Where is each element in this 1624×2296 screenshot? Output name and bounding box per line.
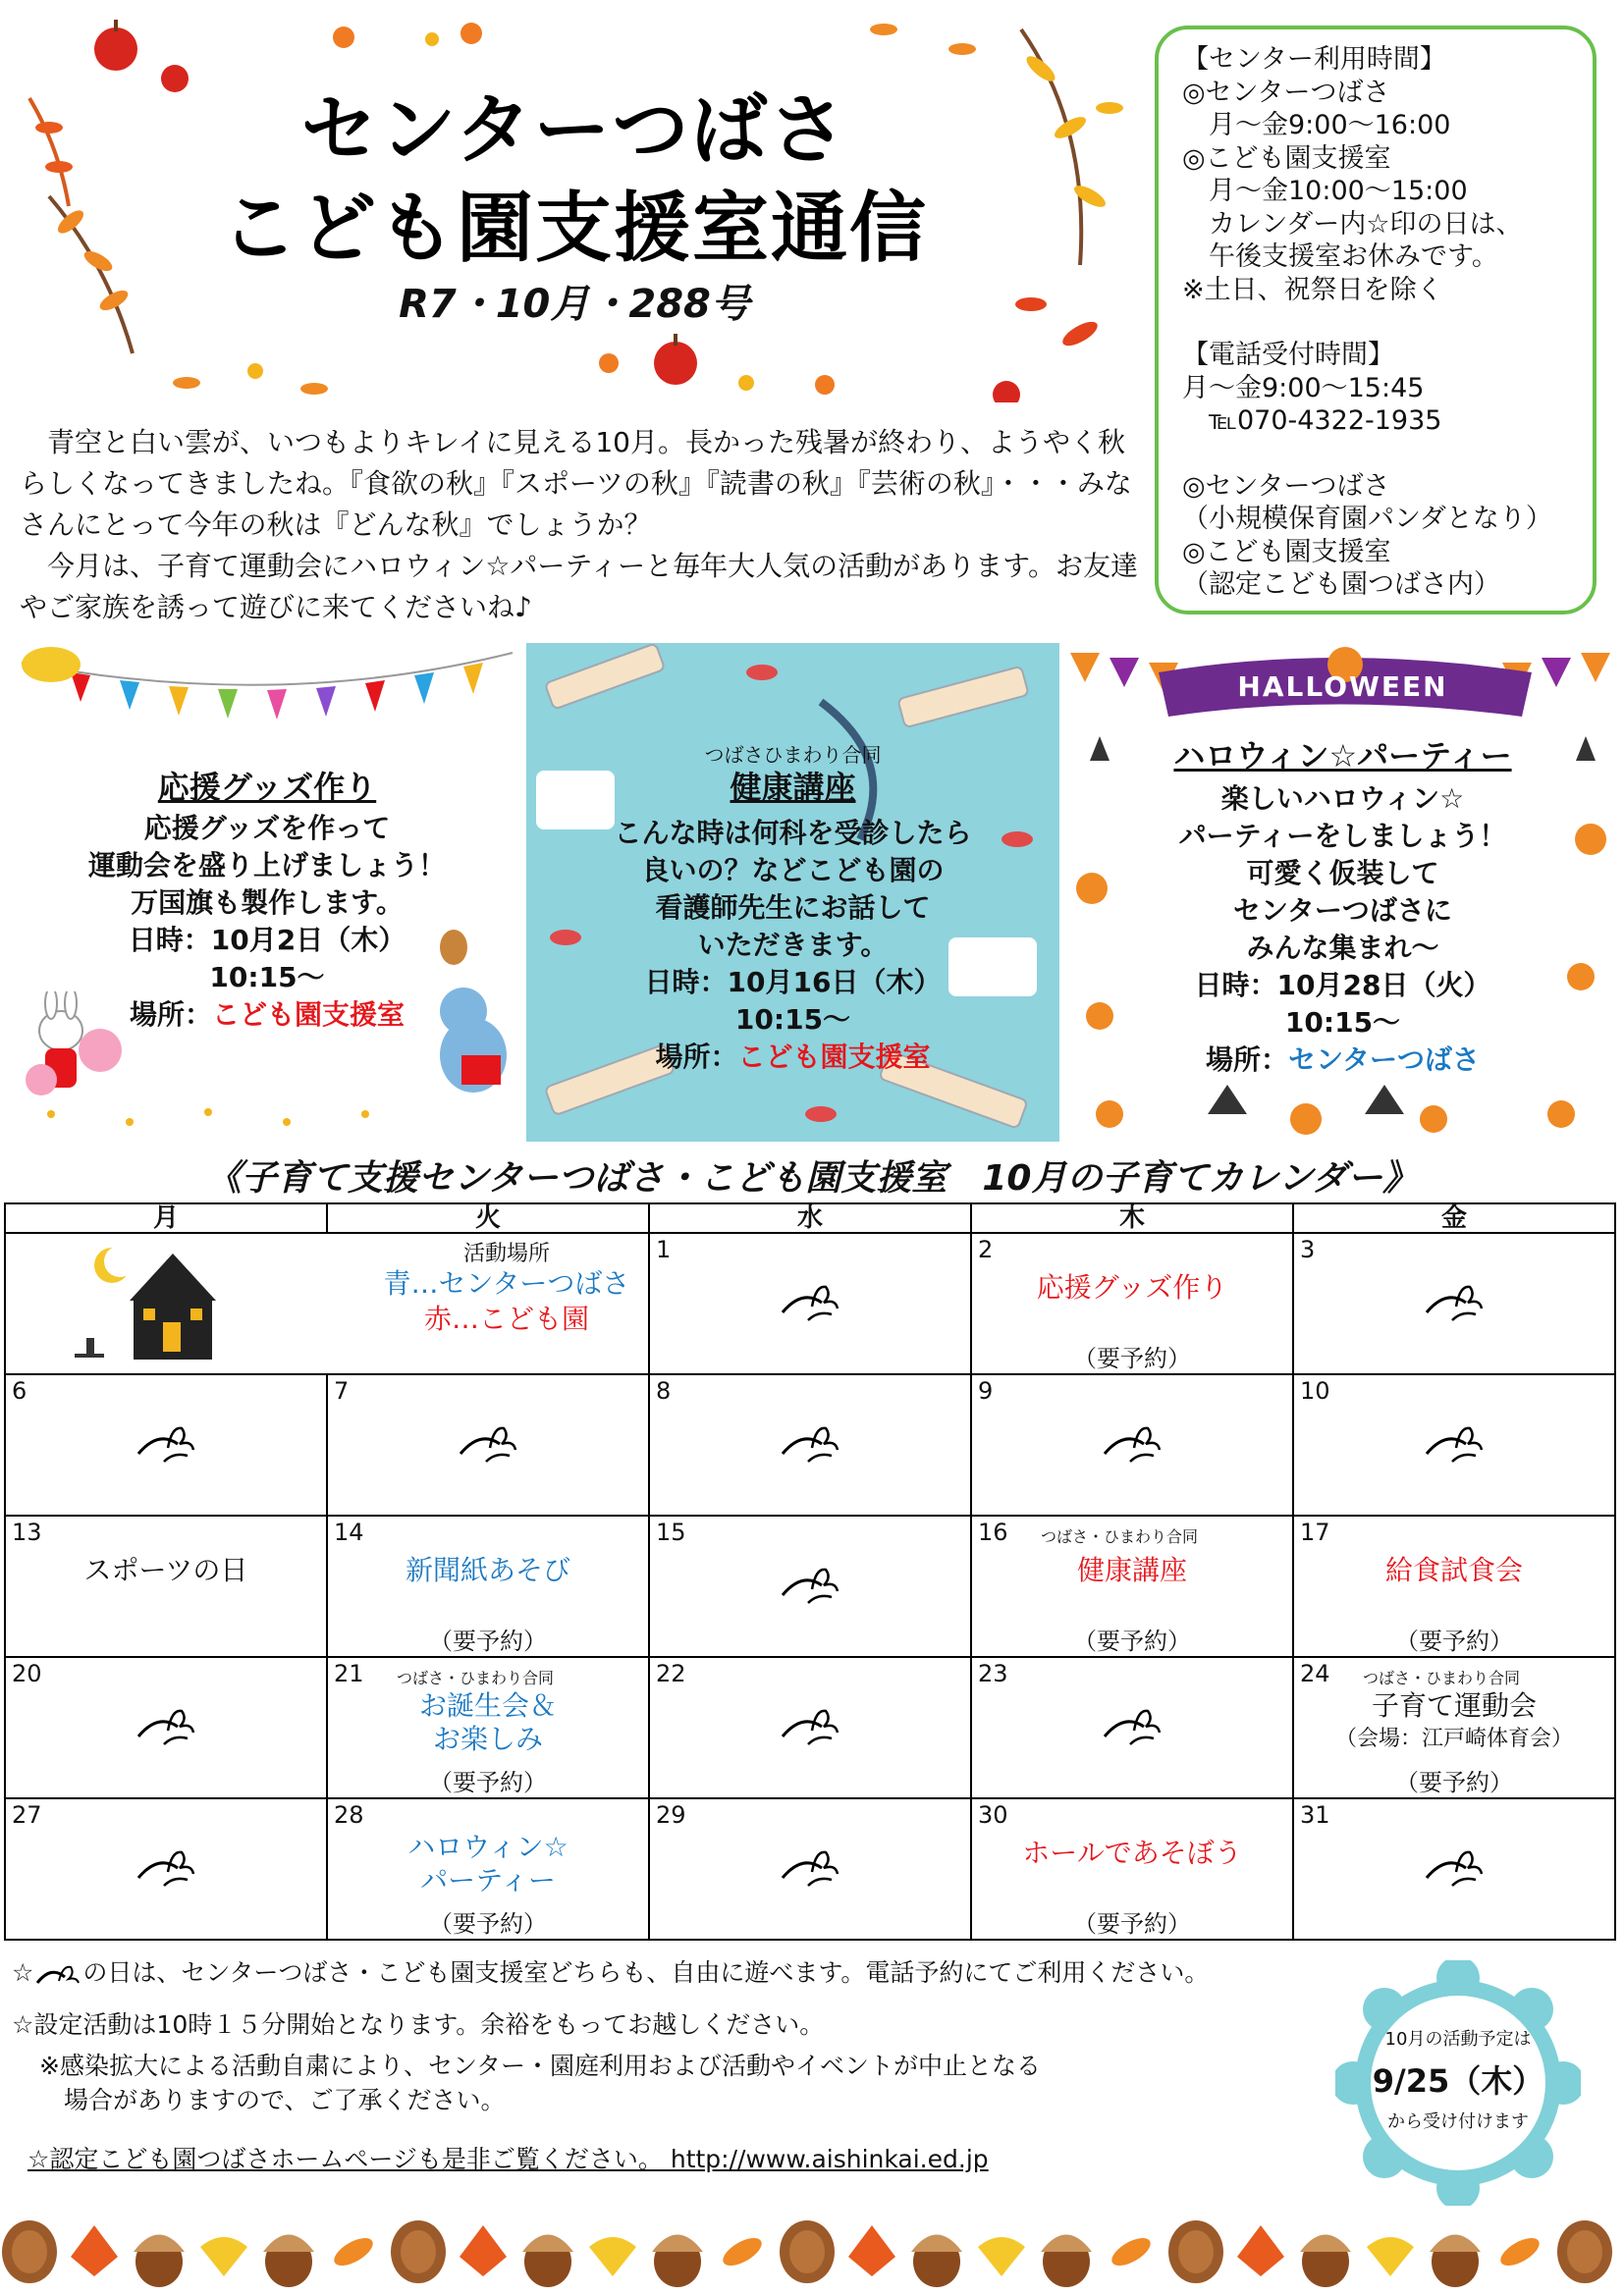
day-number: 6 [12, 1377, 27, 1405]
pinecone-icon [2, 2220, 57, 2283]
acorn2-icon [1430, 2235, 1481, 2288]
event-line: 可愛く仮装して [1246, 857, 1439, 889]
hours-line: カレンダー内☆印の日は、 [1182, 208, 1523, 240]
day-number: 31 [1300, 1801, 1330, 1829]
reservation-note: （要予約） [429, 1628, 547, 1655]
badge-line2: から受け付けます [1387, 2111, 1529, 2132]
reservation-note: （要予約） [1073, 1628, 1191, 1655]
ginkgo-icon [200, 2237, 247, 2276]
day-number: 3 [1300, 1236, 1316, 1263]
infection-note-line1: ※感染拡大による活動自粛により、センター・園庭利用および活動やイベントが中止となる [39, 2052, 1041, 2080]
calendar-day-cell [648, 1656, 972, 1799]
place-label: 場所： [1206, 1043, 1289, 1076]
calendar-heading: 《子育て支援センターつばさ・こども園支援室 10月の子育てカレンダー》 [205, 1158, 1419, 1199]
free-play-flower-icon [33, 1959, 82, 1989]
event-name: 新聞紙あそび [405, 1554, 570, 1586]
free-play-flower-icon [779, 1418, 841, 1464]
maple-icon [71, 2225, 118, 2276]
event-name: 健康講座 [1076, 1554, 1187, 1586]
event-panel-halloween-party [1070, 643, 1615, 1142]
day-number: 8 [656, 1377, 672, 1405]
title-frame [20, 10, 1129, 402]
hours-line: （小規模保育園パンダとなり） [1182, 504, 1552, 534]
joint-event-label: つばさ・ひまわり合同 [1363, 1669, 1521, 1687]
event-line: 良いの？などこども園の [641, 854, 945, 886]
free-play-flower-icon [1423, 1418, 1486, 1464]
intro-text [20, 422, 1149, 628]
badge-date: 9/25（木） [1372, 2062, 1544, 2100]
free-play-flower-icon [457, 1418, 519, 1464]
day-number: 28 [334, 1801, 364, 1829]
acorn-leaf-border [0, 2208, 1624, 2296]
hours-line [1182, 438, 1569, 470]
maple-icon [848, 2225, 895, 2276]
title-line-1: センターつばさ [300, 86, 848, 175]
reservation-note: （要予約） [429, 1769, 547, 1796]
day-number: 22 [656, 1660, 686, 1687]
day-number: 29 [656, 1801, 686, 1829]
day-number: 7 [334, 1377, 350, 1405]
place-value: センターつばさ [1288, 1043, 1480, 1076]
event-details [12, 810, 522, 1034]
acorn-icon [1300, 2235, 1351, 2288]
calendar-day-cell [4, 1515, 328, 1658]
maple-icon [1237, 2225, 1284, 2276]
calendar-day-cell [648, 1797, 972, 1941]
legend-blue: 青…センターつばさ [383, 1267, 630, 1300]
free-play-flower-icon [779, 1560, 841, 1605]
calendar-day-cell [4, 1797, 328, 1941]
hours-line: ℡070-4322-1935 [1182, 405, 1442, 436]
event-title: ハロウィン☆パーティー [1173, 737, 1512, 774]
calendar-day-cell [970, 1656, 1294, 1799]
day-number: 13 [12, 1519, 42, 1546]
infection-note-line2: 場合がありますので、ご了承ください。 [39, 2086, 506, 2114]
event-line: いただきます。 [697, 929, 889, 961]
free-play-flower-icon [779, 1277, 841, 1322]
event-line: 10:15～ [209, 961, 325, 993]
free-play-flower-icon [135, 1701, 197, 1746]
event-line: 万国旗も製作します。 [131, 886, 404, 919]
event-place [12, 996, 522, 1034]
event-line: 日時：10月16日（木） [644, 966, 942, 998]
leaf-icon [719, 2232, 766, 2270]
event-line: 運動会を盛り上げましょう！ [87, 849, 446, 881]
calendar-day-cell [4, 1373, 328, 1517]
event-panel-cheer-goods [12, 643, 522, 1142]
hours-line: （認定こども園つばさ内） [1182, 569, 1500, 600]
day-number: 9 [978, 1377, 994, 1405]
day-number: 23 [978, 1660, 1008, 1687]
event-name: 給食試食会 [1384, 1554, 1523, 1586]
day-number: 1 [656, 1236, 672, 1263]
issue-number: R7・10月・288号 [399, 282, 750, 327]
pinecone-icon [391, 2220, 446, 2283]
calendar-day-cell [648, 1515, 972, 1658]
acorn2-icon [652, 2235, 703, 2288]
event-line: 10:15～ [734, 1003, 851, 1036]
weekday-header: 火 [326, 1202, 650, 1234]
hours-line: 月～金9:00～15:45 [1182, 372, 1425, 403]
event-name-line2: パーティー [420, 1864, 556, 1896]
calendar-day-cell [1292, 1656, 1616, 1799]
ginkgo-icon [978, 2237, 1025, 2276]
event-name-line2: お楽しみ [432, 1723, 543, 1755]
event-line: みんな集まれ～ [1246, 932, 1439, 964]
hours-line: ※土日、祝祭日を除く [1182, 274, 1443, 305]
day-number: 27 [12, 1801, 42, 1829]
event-name: ハロウィン☆ [407, 1831, 568, 1863]
acorn-icon [522, 2235, 573, 2288]
event-place [526, 1039, 1059, 1076]
day-number: 14 [334, 1519, 364, 1546]
hours-line: 【電話受付時間】 [1182, 340, 1394, 370]
free-play-note: ☆ の日は、センターつばさ・こども園支援室どちらも、自由に遊べます。電話予約にてご利用ください。 [12, 1958, 1210, 1987]
calendar-day-cell [326, 1373, 650, 1517]
free-play-flower-icon [1101, 1418, 1164, 1464]
hours-line: 月～金10:00～15:00 [1182, 176, 1468, 206]
bunting-decoration [12, 643, 522, 751]
legend-red: 赤…こども園 [423, 1303, 589, 1335]
day-number: 2 [978, 1236, 994, 1263]
pinecone-icon [1557, 2220, 1612, 2283]
acorn-icon [134, 2235, 185, 2288]
day-number: 24 [1300, 1660, 1330, 1687]
legend-title: 活動場所 [462, 1242, 550, 1266]
event-line: 日時：10月2日（木） [128, 924, 406, 956]
hours-line: ◎センターつばさ [1182, 470, 1390, 502]
event-name: ホールであそぼう [1022, 1837, 1242, 1869]
event-place [1070, 1041, 1615, 1079]
leaf-icon [1496, 2232, 1543, 2270]
homepage-link[interactable]: ☆認定こども園つばさホームページも是非ご覧ください。 http://www.aishinkai.ed.jp [27, 2145, 989, 2173]
calendar-day-cell [970, 1797, 1294, 1941]
event-name: スポーツの日 [83, 1554, 248, 1586]
hours-line [1182, 306, 1569, 339]
free-play-flower-icon [1423, 1277, 1486, 1322]
event-line: 看護師先生にお話して [655, 891, 931, 924]
reservation-note: （要予約） [1395, 1628, 1513, 1655]
day-number: 15 [656, 1519, 686, 1546]
place-value: こども園支援室 [212, 998, 406, 1031]
calendar-day-cell [970, 1232, 1294, 1375]
badge-content [1371, 1996, 1545, 2170]
day-number: 10 [1300, 1377, 1330, 1405]
intro-paragraph-1: 青空と白い雲が、いつもよりキレイに見える10月。長かった残暑が終わり、ようやく秋らしくなってきましたね。『食欲の秋』『スポーツの秋』『読書の秋』『芸術の秋』・・・みなさんにとって今年の秋は『どんな秋』でしょうか？ [20, 426, 1132, 541]
free-play-flower-icon [779, 1701, 841, 1746]
free-play-flower-icon [135, 1418, 197, 1464]
calendar-day-cell [326, 1656, 650, 1799]
ginkgo-icon [589, 2237, 636, 2276]
joint-event-label: つばさ・ひまわり合同 [397, 1669, 555, 1687]
calendar-day-cell [1292, 1232, 1616, 1375]
event-name: お誕生会＆ [418, 1689, 557, 1722]
day-number: 17 [1300, 1519, 1330, 1546]
reservation-note: （要予約） [429, 1910, 547, 1938]
reservation-badge [1335, 1960, 1581, 2206]
title-line-2: こども園支援室通信 [220, 185, 928, 273]
calendar-day-cell [326, 1797, 650, 1941]
event-line: 応援グッズを作って [143, 812, 391, 844]
haunted-house-icon [65, 1240, 232, 1367]
event-line: センターつばさに [1233, 894, 1452, 927]
joint-event-label: つばさ・ひまわり合同 [1041, 1527, 1199, 1546]
event-panel-health-lecture [526, 643, 1059, 1142]
event-line: 楽しいハロウィン☆ [1220, 782, 1465, 815]
calendar-day-cell [648, 1232, 972, 1375]
ginkgo-icon [1367, 2237, 1414, 2276]
event-name-line2: （会場：江戸崎体育会） [1334, 1727, 1573, 1751]
hours-line: 【センター利用時間】 [1182, 44, 1446, 75]
day-number: 21 [334, 1660, 364, 1687]
event-name: 子育て運動会 [1371, 1689, 1537, 1722]
hours-line: ◎センターつばさ [1182, 77, 1390, 108]
activity-start-note: ☆設定活動は10時１５分開始となります。余裕をもってお越しください。 [12, 2010, 825, 2039]
free-play-flower-icon [135, 1842, 197, 1888]
badge-line1: 10月の活動予定は [1384, 2029, 1532, 2050]
calendar-day-cell [648, 1373, 972, 1517]
weekday-header: 金 [1292, 1202, 1616, 1234]
event-details [526, 815, 1059, 1076]
event-subtitle: つばさひまわり合同 [704, 743, 882, 767]
event-line: 日時：10月28日（火） [1194, 969, 1491, 1001]
place-label: 場所： [129, 998, 212, 1031]
day-number: 20 [12, 1660, 42, 1687]
event-line: 10:15～ [1284, 1006, 1401, 1039]
event-details [1070, 780, 1615, 1079]
free-play-flower-icon [779, 1842, 841, 1888]
event-name: 応援グッズ作り [1036, 1271, 1228, 1304]
stars-decoration [12, 1104, 522, 1134]
pinecone-icon [1168, 2220, 1223, 2283]
event-title: 健康講座 [730, 769, 856, 806]
calendar-day-cell [970, 1373, 1294, 1517]
day-number: 16 [978, 1519, 1008, 1546]
place-label: 場所： [655, 1041, 738, 1073]
hours-line: 月～金9:00～16:00 [1182, 110, 1451, 140]
leaf-icon [1108, 2232, 1155, 2270]
acorn2-icon [263, 2235, 314, 2288]
pinecone-icon [780, 2220, 835, 2283]
calendar-grid [4, 1202, 1614, 1943]
calendar-day-cell [1292, 1515, 1616, 1658]
weekday-header: 水 [648, 1202, 972, 1234]
day-number: 30 [978, 1801, 1008, 1829]
calendar-day-cell [970, 1515, 1294, 1658]
maple-icon [460, 2225, 507, 2276]
acorn2-icon [1041, 2235, 1092, 2288]
reservation-note: （要予約） [1395, 1769, 1513, 1796]
reservation-note: （要予約） [1073, 1910, 1191, 1938]
calendar-day-cell [326, 1515, 650, 1658]
halloween-banner: HALLOWEEN [1237, 670, 1448, 703]
intro-paragraph-2: 今月は、子育て運動会にハロウィン☆パーティーと毎年大人気の活動があります。お友達やご家族を誘って遊びに来てくださいね♪ [20, 550, 1138, 623]
calendar-day-cell [4, 1656, 328, 1799]
event-title: 応援グッズ作り [157, 769, 377, 806]
weekday-header: 木 [970, 1202, 1294, 1234]
weekday-header: 月 [4, 1202, 328, 1234]
hours-info-box [1155, 26, 1597, 614]
event-line: パーティーをしましょう！ [1178, 820, 1507, 852]
reservation-note: （要予約） [1073, 1345, 1191, 1372]
acorn-icon [911, 2235, 962, 2288]
place-value: こども園支援室 [737, 1041, 931, 1073]
free-play-flower-icon [1423, 1842, 1486, 1888]
hours-line: ◎こども園支援室 [1182, 536, 1391, 567]
calendar-day-cell [1292, 1797, 1616, 1941]
leaf-icon [330, 2232, 377, 2270]
calendar-legend-cell [4, 1232, 650, 1375]
free-play-flower-icon [1101, 1701, 1164, 1746]
hours-line: 午後支援室お休みです。 [1182, 241, 1498, 272]
calendar-day-cell [1292, 1373, 1616, 1517]
hours-line: ◎こども園支援室 [1182, 142, 1391, 174]
event-line: こんな時は何科を受診したら [614, 817, 972, 849]
